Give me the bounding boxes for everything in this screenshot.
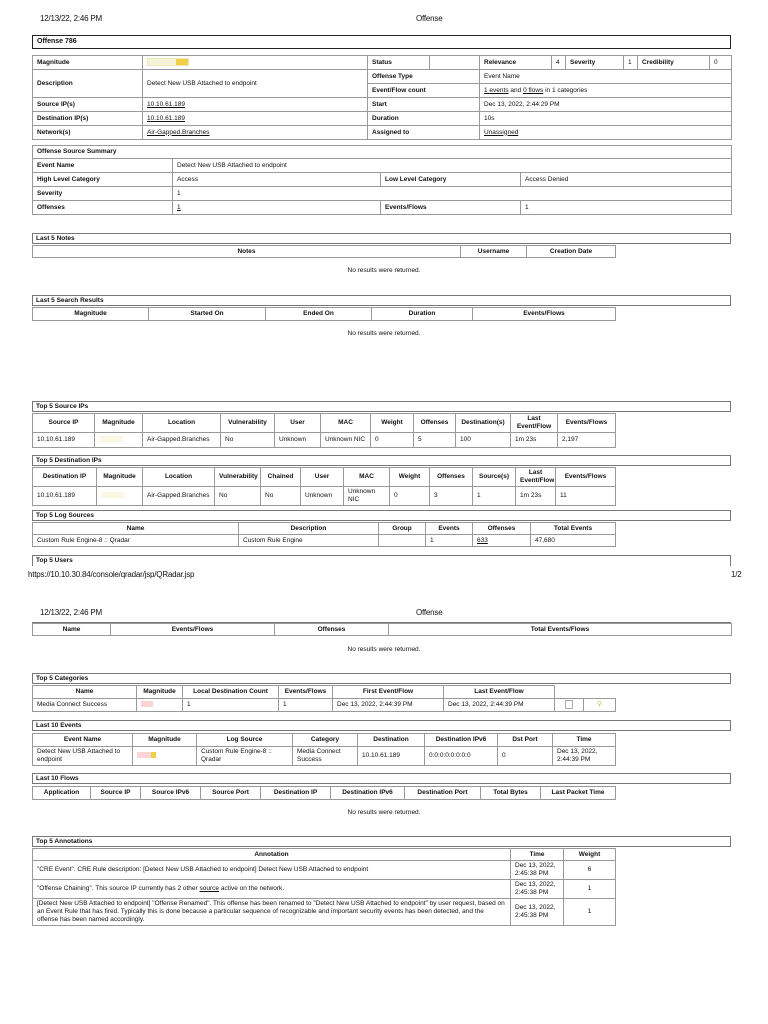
fl-col-last-packet[interactable]: Last Packet Time [541, 787, 616, 800]
dip-col-weight[interactable]: Weight [390, 468, 430, 487]
table-row[interactable] [33, 899, 616, 926]
cat-name: Media Connect Success [33, 699, 137, 712]
ss-offenses-label: Offenses [33, 201, 173, 215]
credibility-label: Credibility [638, 56, 710, 70]
dip-mac: Unknown NIC [344, 487, 390, 506]
status-value [430, 56, 480, 70]
dip-col-magnitude[interactable]: Magnitude [97, 468, 143, 487]
searches-col-started[interactable]: Started On [149, 308, 266, 321]
sip-vulnerability: No [221, 433, 275, 448]
cat-magnitude [137, 699, 183, 712]
dip-ip: 10.10.61.189 [33, 487, 97, 506]
cat-search-cell [584, 699, 616, 712]
an-weight: 1 [564, 899, 616, 926]
fl-col-dest-ipv6[interactable]: Destination IPv6 [331, 787, 405, 800]
footer-url: https://10.10.30.84/console/qradar/jsp/QRadar.jsp [28, 570, 195, 579]
ls-col-group[interactable]: Group [379, 523, 426, 535]
severity-label: Severity [566, 56, 624, 70]
sip-last: 1m 23s [511, 433, 558, 448]
annotations-section-title: Top 5 Annotations [32, 836, 731, 847]
ss-offenses-link[interactable]: 1 [177, 203, 181, 211]
severity-value: 1 [624, 56, 638, 70]
dest-ips-section-title: Top 5 Destination IPs [32, 455, 731, 466]
searches-col-duration[interactable]: Duration [372, 308, 473, 321]
dip-col-ip[interactable]: Destination IP [33, 468, 97, 487]
cat-details-cell [555, 699, 584, 712]
users-col-offenses[interactable]: Offenses [275, 624, 389, 636]
ev-col-ipv6[interactable]: Destination IPv6 [425, 734, 498, 747]
cat-col-last[interactable]: Last Event/Flow [444, 686, 555, 699]
flows-table [32, 786, 616, 800]
categories-section-title: Top 5 Categories [32, 673, 731, 684]
cat-col-first[interactable]: First Event/Flow [333, 686, 444, 699]
relevance-value: 4 [552, 56, 566, 70]
ss-severity-value: 1 [173, 187, 732, 201]
users-col-name[interactable]: Name [33, 624, 111, 636]
ss-hlc-value: Access [173, 173, 381, 187]
ss-events-flows-value: 1 [521, 201, 732, 215]
and-text: and [510, 86, 522, 94]
offense-title: Offense 786 [32, 35, 731, 49]
categories-table [32, 685, 616, 712]
dip-col-events[interactable]: Events/Flows [556, 468, 616, 487]
ev-time: Dec 13, 2022, 2:44:39 PM [553, 747, 616, 766]
dip-col-chained[interactable]: Chained [261, 468, 301, 487]
cat-local: 1 [183, 699, 279, 712]
ev-col-time[interactable]: Time [553, 734, 616, 747]
ev-col-category[interactable]: Category [293, 734, 358, 747]
notes-table [32, 245, 616, 258]
start-label: Start [368, 98, 480, 112]
sip-col-ip[interactable]: Source IP [33, 414, 95, 433]
sip-col-offenses[interactable]: Offenses [414, 414, 456, 433]
searches-col-magnitude[interactable]: Magnitude [33, 308, 149, 321]
dip-events: 11 [556, 487, 616, 506]
ev-ipv6: 0:0:0:0:0:0:0:0 [425, 747, 498, 766]
event-flow-count-label: Event/Flow count [368, 84, 480, 98]
sip-col-destinations[interactable]: Destination(s) [456, 414, 511, 433]
notes-col-username[interactable]: Username [461, 246, 527, 258]
description-value: Detect New USB Attached to endpoint [143, 70, 368, 98]
sip-col-magnitude[interactable]: Magnitude [95, 414, 143, 433]
print-title-2: Offense [416, 608, 443, 617]
dip-offenses: 3 [430, 487, 473, 506]
ev-col-log-source[interactable]: Log Source [197, 734, 293, 747]
users-empty: No results were returned. [347, 646, 421, 653]
ls-col-description[interactable]: Description [239, 523, 379, 535]
flows-empty: No results were returned. [347, 809, 421, 816]
description-label: Description [33, 70, 143, 98]
cat-col-magnitude[interactable]: Magnitude [137, 686, 183, 699]
ss-llc-label: Low Level Category [381, 173, 521, 187]
ev-col-magnitude[interactable]: Magnitude [133, 734, 197, 747]
an-col-weight[interactable]: Weight [564, 849, 616, 861]
users-table [32, 623, 732, 636]
sip-offenses: 5 [414, 433, 456, 448]
dest-ip-cell [143, 112, 368, 126]
dip-col-offenses[interactable]: Offenses [430, 468, 473, 487]
an-source-link[interactable]: source [199, 885, 220, 892]
sip-destinations: 100 [456, 433, 511, 448]
events-link[interactable]: 1 events [484, 86, 509, 94]
dip-col-location[interactable]: Location [143, 468, 215, 487]
document-icon[interactable] [565, 700, 573, 709]
source-summary-title: Offense Source Summary [33, 146, 732, 159]
dip-col-last[interactable]: Last Event/Flow [516, 468, 556, 487]
cat-col-name[interactable]: Name [33, 686, 137, 699]
source-ip-link[interactable]: 10.10.61.189 [147, 100, 185, 108]
sip-col-vulnerability[interactable]: Vulnerability [221, 414, 275, 433]
ls-group [379, 535, 426, 547]
cat-col-events[interactable]: Events/Flows [279, 686, 333, 699]
searches-section-title: Last 5 Search Results [32, 295, 731, 306]
assigned-link[interactable]: Unassigned [484, 128, 519, 136]
log-sources-table [32, 522, 616, 547]
dip-last: 1m 23s [516, 487, 556, 506]
an-text: "CRE Event". CRE Rule description: [Detect New USB Attached to endpoint] Detect New USB Attached to endpoint [33, 861, 511, 880]
ss-event-name-label: Event Name [33, 159, 173, 173]
searches-col-events[interactable]: Events/Flows [473, 308, 616, 321]
credibility-value: 0 [710, 56, 732, 70]
ls-col-offenses[interactable]: Offenses [473, 523, 531, 535]
network-label: Network(s) [33, 126, 143, 140]
table-row[interactable] [33, 487, 616, 506]
dip-magnitude [97, 487, 143, 506]
table-row[interactable] [33, 747, 616, 766]
duration-label: Duration [368, 112, 480, 126]
offense-summary-table [32, 55, 732, 140]
ls-offenses-cell [473, 535, 531, 547]
an-text: [Detect New USB Attached to endpoint] "Offense Renamed". This offense has been renamed to "Detect New USB Attached to endpoint" by user request, based on an Event Rule that has fired. Typically this is done because a particular sequence of recognizable and important security events has been detected, and the offense has been named accordingly. [33, 899, 511, 926]
an-text [33, 880, 511, 899]
users-col-events[interactable]: Events/Flows [111, 624, 275, 636]
ss-hlc-label: High Level Category [33, 173, 173, 187]
sip-weight: 0 [371, 433, 414, 448]
fl-col-bytes[interactable]: Total Bytes [481, 787, 541, 800]
assigned-label: Assigned to [368, 126, 480, 140]
cat-events: 1 [279, 699, 333, 712]
dip-sources: 1 [473, 487, 516, 506]
an-col-annotation[interactable]: Annotation [33, 849, 511, 861]
an-weight: 1 [564, 880, 616, 899]
ss-offenses-cell [173, 201, 381, 215]
users-section-title: Top 5 Users [32, 555, 731, 566]
dip-col-sources[interactable]: Source(s) [473, 468, 516, 487]
ev-col-name[interactable]: Event Name [33, 734, 133, 747]
an-col-time[interactable]: Time [511, 849, 564, 861]
sip-mac: Unknown NIC [321, 433, 371, 448]
sip-col-location[interactable]: Location [143, 414, 221, 433]
sip-col-last[interactable]: Last Event/Flow [511, 414, 558, 433]
sip-col-events[interactable]: Events/Flows [558, 414, 616, 433]
ls-col-total[interactable]: Total Events [531, 523, 616, 535]
sip-events: 2,197 [558, 433, 616, 448]
fl-col-source-ip[interactable]: Source IP [91, 787, 141, 800]
table-row[interactable] [33, 861, 616, 880]
dip-col-mac[interactable]: MAC [344, 468, 390, 487]
fl-col-source-port[interactable]: Source Port [201, 787, 261, 800]
sip-location: Air-Gapped.Branches [143, 433, 221, 448]
ls-name: Custom Rule Engine-8 :: Qradar [33, 535, 239, 547]
notes-col-notes[interactable]: Notes [33, 246, 461, 258]
ev-magnitude [133, 747, 197, 766]
sip-col-mac[interactable]: MAC [321, 414, 371, 433]
ev-port: 0 [498, 747, 553, 766]
ev-name: Detect New USB Attached to endpoint [33, 747, 133, 766]
dest-ips-table [32, 467, 616, 506]
ls-description: Custom Rule Engine [239, 535, 379, 547]
cat-col-local[interactable]: Local Destination Count [183, 686, 279, 699]
ev-destination: 10.10.61.189 [358, 747, 425, 766]
table-row[interactable] [33, 535, 616, 547]
status-label: Status [368, 56, 430, 70]
dip-location: Air-Gapped.Branches [143, 487, 215, 506]
flows-section-title: Last 10 Flows [32, 773, 731, 784]
flows-link[interactable]: 0 flows [523, 86, 544, 94]
source-ips-section-title: Top 5 Source IPs [32, 401, 731, 412]
dip-col-user[interactable]: User [301, 468, 344, 487]
dest-ip-link[interactable]: 10.10.61.189 [147, 114, 185, 122]
ls-total: 47,680 [531, 535, 616, 547]
cat-first: Dec 13, 2022, 2:44:39 PM [333, 699, 444, 712]
fl-col-source-ipv6[interactable]: Source IPv6 [141, 787, 201, 800]
magnitude-bar [143, 56, 368, 70]
annotations-table [32, 848, 616, 926]
searches-table [32, 307, 616, 321]
print-datetime: 12/13/22, 2:46 PM [40, 14, 102, 23]
an-weight: 6 [564, 861, 616, 880]
searches-empty: No results were returned. [347, 330, 421, 337]
start-value: Dec 13, 2022, 2:44:29 PM [480, 98, 732, 112]
magnifier-icon[interactable]: ⚲ [596, 701, 603, 708]
sip-user: Unknown [275, 433, 321, 448]
notes-col-creation-date[interactable]: Creation Date [527, 246, 616, 258]
fl-col-dest-port[interactable]: Destination Port [405, 787, 481, 800]
ss-event-name-value: Detect New USB Attached to endpoint [173, 159, 732, 173]
ss-events-flows-label: Events/Flows [381, 201, 521, 215]
print-title: Offense [416, 14, 443, 23]
ev-col-destination[interactable]: Destination [358, 734, 425, 747]
sip-magnitude [95, 433, 143, 448]
table-row[interactable] [33, 699, 616, 712]
ev-col-port[interactable]: Dst Port [498, 734, 553, 747]
users-col-total[interactable]: Total Events/Flows [389, 624, 732, 636]
an-text-post: active on the network. [219, 885, 285, 892]
event-flow-count-value [480, 84, 732, 98]
searches-col-ended[interactable]: Ended On [266, 308, 372, 321]
source-ips-table [32, 413, 616, 448]
events-section-title: Last 10 Events [32, 720, 731, 731]
an-time: Dec 13, 2022, 2:45:38 PM [511, 861, 564, 880]
sip-ip: 10.10.61.189 [33, 433, 95, 448]
dip-weight: 0 [390, 487, 430, 506]
ls-events: 1 [426, 535, 473, 547]
source-ip-label: Source IP(s) [33, 98, 143, 112]
ev-category: Media Connect Success [293, 747, 358, 766]
an-text-pre: "Offense Chaining". This source IP currently has 2 other [37, 885, 200, 892]
cat-last: Dec 13, 2022, 2:44:39 PM [444, 699, 555, 712]
log-sources-section-title: Top 5 Log Sources [32, 510, 731, 521]
notes-empty: No results were returned. [347, 267, 421, 274]
events-table [32, 733, 616, 766]
dip-col-vulnerability[interactable]: Vulnerability [215, 468, 261, 487]
ss-severity-label: Severity [33, 187, 173, 201]
categories-text: in 1 categories [545, 86, 588, 94]
cat-col-actions [555, 686, 616, 699]
an-time: Dec 13, 2022, 2:45:38 PM [511, 899, 564, 926]
table-row[interactable] [33, 433, 616, 448]
network-cell [143, 126, 368, 140]
dip-user: Unknown [301, 487, 344, 506]
offense-type-value: Event Name [480, 70, 732, 84]
assigned-cell [480, 126, 732, 140]
source-ip-cell [143, 98, 368, 112]
an-time: Dec 13, 2022, 2:45:38 PM [511, 880, 564, 899]
duration-value: 10s [480, 112, 732, 126]
relevance-label: Relevance [480, 56, 552, 70]
ls-col-name[interactable]: Name [33, 523, 239, 535]
notes-section-title: Last 5 Notes [32, 233, 731, 244]
dip-vulnerability: No [215, 487, 261, 506]
fl-col-dest-ip[interactable]: Destination IP [261, 787, 331, 800]
sip-col-user[interactable]: User [275, 414, 321, 433]
table-row[interactable] [33, 880, 616, 899]
ss-llc-value: Access Denied [521, 173, 732, 187]
footer-page-number: 1/2 [731, 570, 742, 579]
sip-col-weight[interactable]: Weight [371, 414, 414, 433]
fl-col-application[interactable]: Application [33, 787, 91, 800]
dest-ip-label: Destination IP(s) [33, 112, 143, 126]
ev-log-source: Custom Rule Engine-8 :: Qradar [197, 747, 293, 766]
dip-chained: No [261, 487, 301, 506]
offense-type-label: Offense Type [368, 70, 480, 84]
print-datetime-2: 12/13/22, 2:46 PM [40, 608, 102, 617]
ls-offenses-link[interactable]: 633 [477, 536, 488, 544]
ls-col-events[interactable]: Events [426, 523, 473, 535]
network-link[interactable]: Air-Gapped.Branches [147, 128, 210, 136]
magnitude-label: Magnitude [33, 56, 143, 70]
source-summary-table [32, 145, 732, 215]
